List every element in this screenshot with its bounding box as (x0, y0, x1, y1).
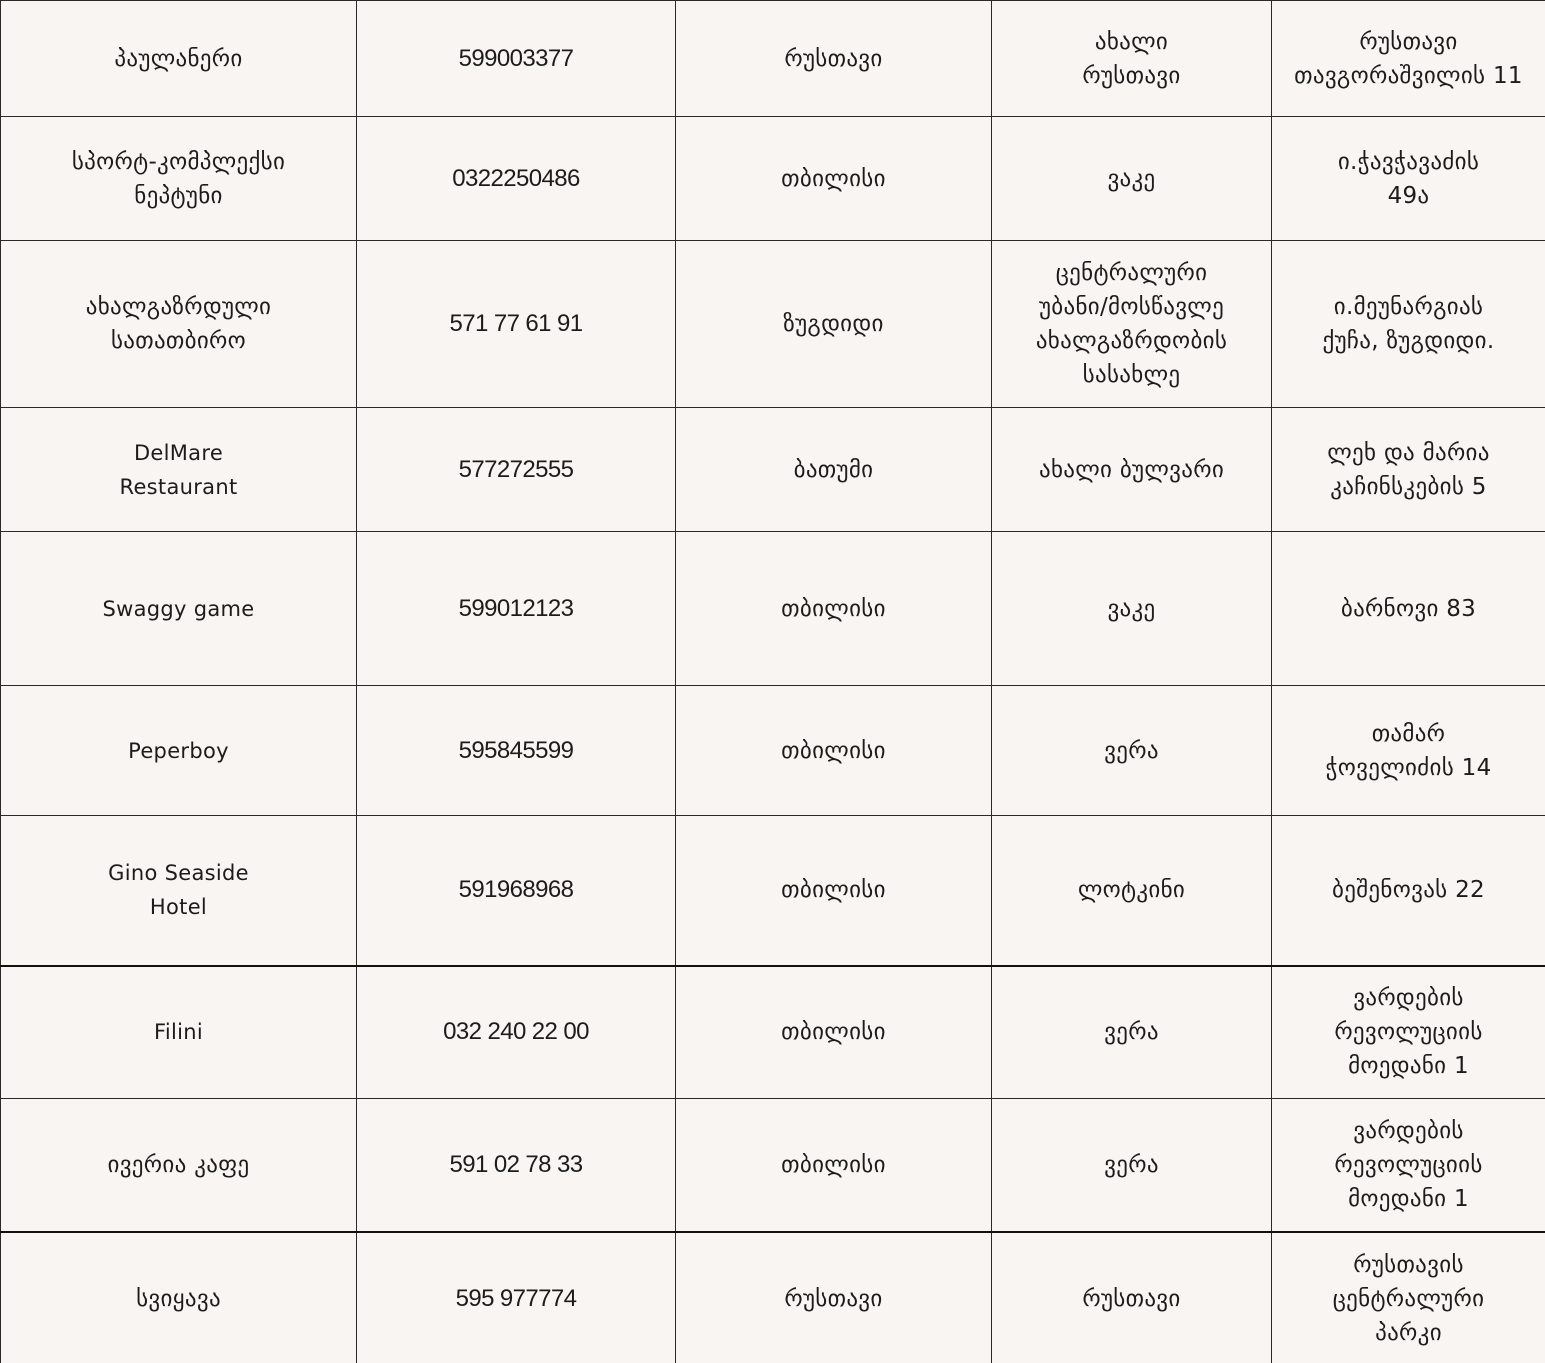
cell-district: ახალი რუსთავი (992, 1, 1272, 117)
cell-phone: 599003377 (357, 1, 676, 117)
table-row (1, 408, 1545, 532)
cell-city: ზუგდიდი (676, 241, 992, 408)
cell-address: ლეხ და მარია კაჩინსკების 5 (1272, 408, 1545, 532)
cell-address: რუსთავის ცენტრალური პარკი (1272, 1232, 1545, 1363)
cell-phone: 595 977774 (357, 1232, 676, 1363)
cell-phone: 032 240 22 00 (357, 966, 676, 1099)
table-row (1, 816, 1545, 966)
table-row (1, 1099, 1545, 1232)
cell-phone: 0322250486 (357, 117, 676, 241)
cell-name: ივერია კაფე (1, 1099, 357, 1232)
table-row (1, 117, 1545, 241)
cell-phone: 599012123 (357, 532, 676, 686)
table-row (1, 966, 1545, 1099)
cell-city: თბილისი (676, 816, 992, 966)
cell-district: ვერა (992, 686, 1272, 816)
cell-city: რუსთავი (676, 1232, 992, 1363)
cell-address: ი.ჭავჭავაძის 49ა (1272, 117, 1545, 241)
table-row (1, 686, 1545, 816)
cell-district: რუსთავი (992, 1232, 1272, 1363)
cell-name: პაულანერი (1, 1, 357, 117)
cell-district: ცენტრალური უბანი/მოსწავლე ახალგაზრდობის სასახლე (992, 241, 1272, 408)
cell-district: ვერა (992, 1099, 1272, 1232)
cell-address: ვარდების რევოლუციის მოედანი 1 (1272, 1099, 1545, 1232)
cell-city: თბილისი (676, 1099, 992, 1232)
table-row (1, 1, 1545, 117)
cell-phone: 595845599 (357, 686, 676, 816)
cell-name: Swaggy game (1, 532, 357, 686)
cell-phone: 591968968 (357, 816, 676, 966)
cell-address: რუსთავი თავგორაშვილის 11 (1272, 1, 1545, 117)
cell-city: თბილისი (676, 117, 992, 241)
cell-name: Peperboy (1, 686, 357, 816)
cell-name: Gino Seaside Hotel (1, 816, 357, 966)
table-row (1, 532, 1545, 686)
cell-district: ახალი ბულვარი (992, 408, 1272, 532)
cell-district: ვერა (992, 966, 1272, 1099)
cell-phone: 577272555 (357, 408, 676, 532)
table-row (1, 1232, 1545, 1363)
table-row (1, 241, 1545, 408)
cell-address: ბეშენოვას 22 (1272, 816, 1545, 966)
cell-phone: 591 02 78 33 (357, 1099, 676, 1232)
cell-city: თბილისი (676, 686, 992, 816)
cell-district: ლოტკინი (992, 816, 1272, 966)
cell-district: ვაკე (992, 117, 1272, 241)
cell-address: ბარნოვი 83 (1272, 532, 1545, 686)
cell-city: თბილისი (676, 966, 992, 1099)
cell-name: DelMare Restaurant (1, 408, 357, 532)
cell-name: სპორტ-კომპლექსი ნეპტუნი (1, 117, 357, 241)
cell-city: ბათუმი (676, 408, 992, 532)
cell-city: თბილისი (676, 532, 992, 686)
cell-city: რუსთავი (676, 1, 992, 117)
cell-address: ი.მეუნარგიას ქუჩა, ზუგდიდი. (1272, 241, 1545, 408)
cell-name: Filini (1, 966, 357, 1099)
cell-address: თამარ ჭოველიძის 14 (1272, 686, 1545, 816)
cell-name: სვიყავა (1, 1232, 357, 1363)
cell-district: ვაკე (992, 532, 1272, 686)
cell-phone: 571 77 61 91 (357, 241, 676, 408)
cell-name: ახალგაზრდული სათათბირო (1, 241, 357, 408)
cell-address: ვარდების რევოლუციის მოედანი 1 (1272, 966, 1545, 1099)
